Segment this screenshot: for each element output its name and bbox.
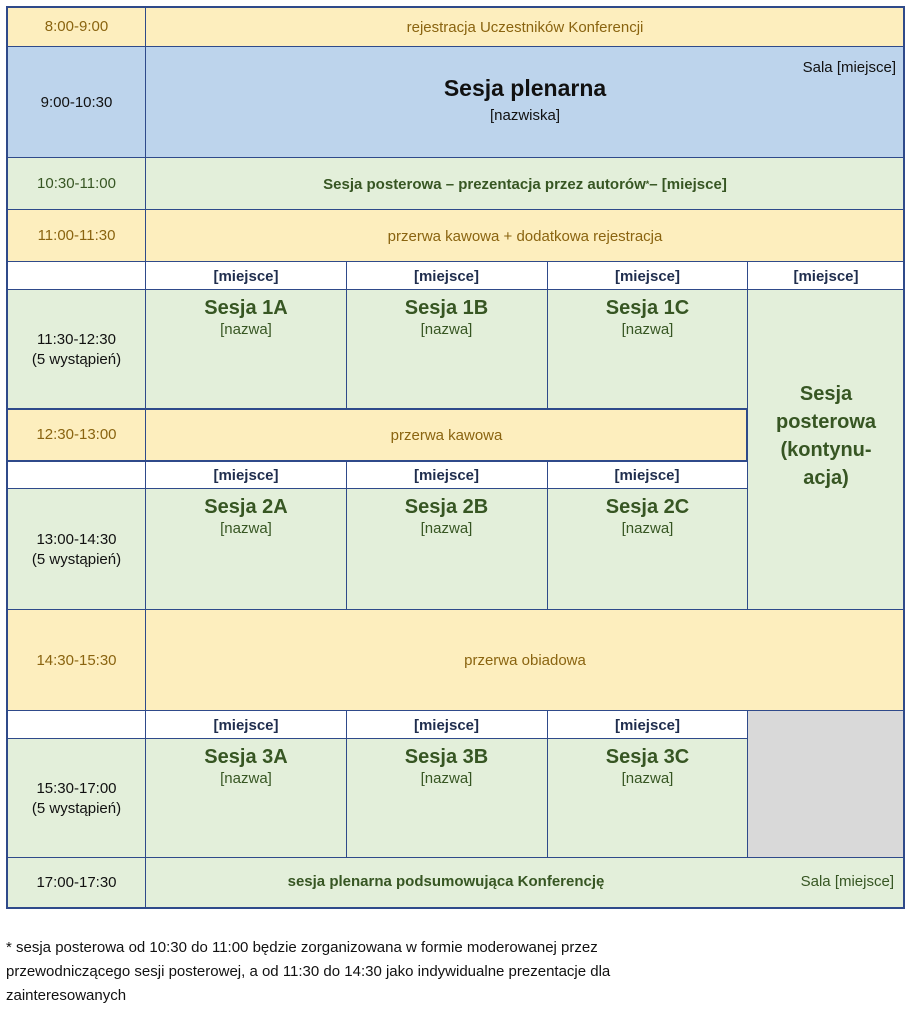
poster-line-3: (kontynu- (780, 439, 872, 461)
session-3c-name: [nazwa] (621, 770, 674, 787)
time-1530-17: 15:30-17:00 (5 wystąpień) (7, 739, 146, 858)
session-3b (346, 739, 547, 858)
time-1430-1530: 14:30-15:30 (7, 610, 146, 711)
poster-session-continued (748, 290, 904, 610)
session-3b-title: Sesja 3B (404, 746, 489, 768)
room-header-2a: [miejsce] (146, 461, 346, 489)
closing-title: sesja plenarna podsumowująca Konferencję (287, 873, 605, 890)
session-2c (547, 489, 748, 610)
session-2a-name: [nazwa] (220, 520, 272, 537)
room-header-3c: [miejsce] (547, 711, 748, 739)
session-2a-title: Sesja 2A (204, 496, 288, 518)
coffee-break-cell: przerwa kawowa (146, 409, 747, 461)
session-2c-name: [nazwa] (621, 520, 674, 537)
room-header-poster: [miejsce] (748, 262, 904, 290)
session-1c (547, 290, 748, 409)
registration-cell: rejestracja Uczestników Konferencji (146, 7, 904, 47)
footnote-line-1: * sesja posterowa od 10:30 do 11:00 będzie zorganizowana w formie moderowanej przez (6, 939, 598, 956)
session-3a-title: Sesja 3A (204, 746, 288, 768)
empty-gray-cell (748, 711, 904, 858)
footnote-line-3: zainteresowanych (6, 987, 127, 1004)
time-13-1430: 13:00-14:30 (5 wystąpień) (7, 489, 146, 610)
plenary-names: [nazwiska] (489, 107, 561, 124)
plenary-room: Sala [miejsce] (802, 59, 896, 76)
room-header-3a: [miejsce] (146, 711, 346, 739)
session-2b (346, 489, 547, 610)
room-header-1b: [miejsce] (346, 262, 547, 290)
header-blank-3 (7, 711, 146, 739)
session-1a-title: Sesja 1A (204, 297, 288, 319)
footnote-line-2: przewodniczącego sesji posterowej, a od 11:30 do 14:30 jako indywidualne prezentacje dla (6, 963, 611, 980)
session-3a-name: [nazwa] (220, 770, 272, 787)
footnote (6, 936, 906, 1008)
plenary-session-cell (146, 47, 904, 158)
session-1b-name: [nazwa] (420, 321, 473, 338)
room-header-1c: [miejsce] (547, 262, 748, 290)
closing-plenary-cell (146, 858, 904, 908)
session-3b-name: [nazwa] (420, 770, 473, 787)
session-1b (346, 290, 547, 409)
poster-line-4: acja) (803, 467, 849, 489)
time-1030-11: 10:30-11:00 (7, 158, 146, 210)
closing-room: Sala [miejsce] (800, 873, 894, 890)
session-3c (547, 739, 748, 858)
plenary-title: Sesja plenarna (443, 75, 607, 101)
room-header-1a: [miejsce] (146, 262, 346, 290)
time-1230-13: 12:30-13:00 (7, 409, 146, 461)
session-2b-title: Sesja 2B (404, 496, 489, 518)
time-8-9: 8:00-9:00 (7, 7, 146, 47)
time-11-1130: 11:00-11:30 (7, 210, 146, 262)
footnote-marker: * (645, 179, 650, 189)
room-header-2b: [miejsce] (346, 461, 547, 489)
session-3a (146, 739, 346, 858)
session-2b-name: [nazwa] (420, 520, 473, 537)
room-header-2c: [miejsce] (547, 461, 747, 489)
session-1a-name: [nazwa] (220, 321, 272, 338)
session-1b-title: Sesja 1B (404, 297, 489, 319)
poster-presentation-cell: Sesja posterowa – prezentacja przez autorów * – [miejsce] (146, 158, 904, 210)
poster-line-1: Sesja (799, 383, 853, 405)
session-1a (146, 290, 346, 409)
header-blank-1 (7, 262, 146, 290)
time-9-1030: 9:00-10:30 (7, 47, 146, 158)
session-2a (146, 489, 346, 610)
room-header-3b: [miejsce] (346, 711, 547, 739)
time-17-1730: 17:00-17:30 (7, 858, 146, 908)
session-2c-title: Sesja 2C (605, 496, 690, 518)
session-1c-name: [nazwa] (621, 321, 674, 338)
header-blank-2 (7, 461, 146, 489)
session-3c-title: Sesja 3C (605, 746, 690, 768)
coffee-break-registration-cell: przerwa kawowa + dodatkowa rejestracja (146, 210, 904, 262)
poster-line-2: posterowa (775, 411, 877, 433)
session-1c-title: Sesja 1C (605, 297, 690, 319)
time-1130-1230: 11:30-12:30 (5 wystąpień) (7, 290, 146, 409)
lunch-break-cell: przerwa obiadowa (146, 610, 904, 711)
